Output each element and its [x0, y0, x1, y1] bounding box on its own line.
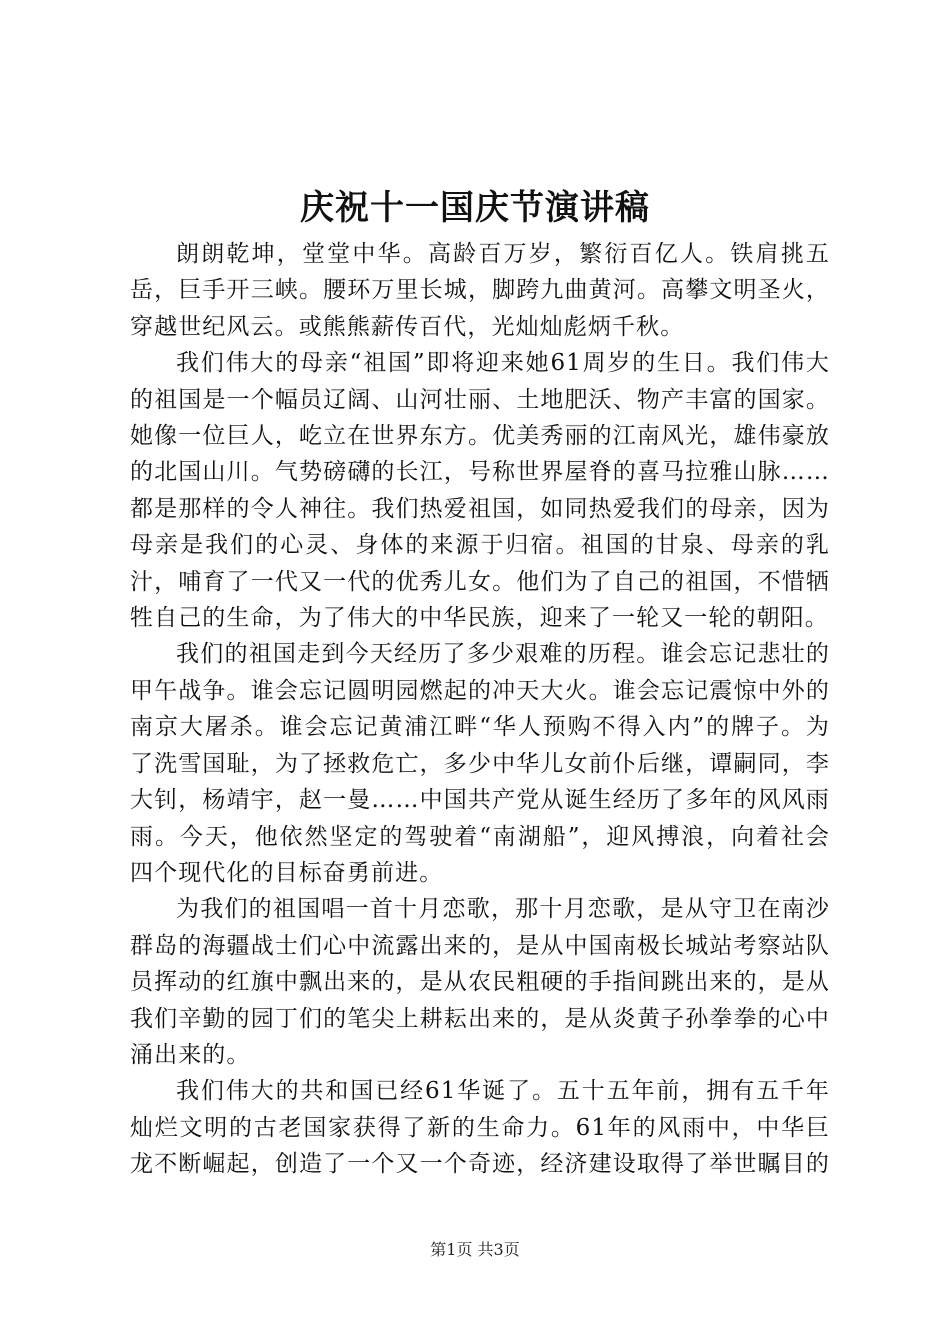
paragraph: 为我们的祖国唱一首十月恋歌，那十月恋歌，是从守卫在南沙群岛的海疆战士们心中流露出来的，是从中国南极长城站考察站队员挥动的红旗中飘出来的，是从农民粗硬的手指间跳出来的，是从我们辛勤的园丁们的笔尖上耕耘出来的，是从炎黄子孙拳拳的心中涌出来的。 — [130, 896, 830, 1068]
paragraph: 我们伟大的共和国已经61华诞了。五十五年前，拥有五千年灿烂文明的古老国家获得了新的生命力。61年的风雨中，中华巨龙不断崛起，创造了一个又一个奇迹，经济建设取得了举世瞩目的 — [130, 1078, 830, 1178]
document-title: 庆祝十一国庆节演讲稿 — [300, 188, 650, 228]
paragraph: 朗朗乾坤，堂堂中华。高龄百万岁，繁衍百亿人。铁肩挑五岳，巨手开三峡。腰环万里长城，脚跨九曲黄河。高攀文明圣火，穿越世纪风云。或熊熊薪传百代，光灿灿彪炳千秋。 — [130, 241, 830, 340]
page-footer: 第1页 共3页 — [430, 1240, 520, 1259]
paragraph: 我们的祖国走到今天经历了多少艰难的历程。谁会忘记悲壮的甲午战争。谁会忘记圆明园燃起的冲天大火。谁会忘记震惊中外的南京大屠杀。谁会忘记黄浦江畔“华人预购不得入内”的牌子。为了洗雪国耻，为了拯救危亡，多少中华儿女前仆后继，谭嗣同，李大钊，杨靖宇，赵一曼……中国共产党从诞生经历了多年的风风雨雨。今天，他依然坚定的驾驶着“南湖船”，迎风搏浪，向着社会四个现代化的目标奋勇前进。 — [130, 641, 830, 886]
document-body — [130, 236, 830, 1186]
paragraph: 我们伟大的母亲“祖国”即将迎来她61周岁的生日。我们伟大的祖国是一个幅员辽阔、山河壮丽、土地肥沃、物产丰富的国家。她像一位巨人，屹立在世界东方。优美秀丽的江南风光，雄伟豪放的北国山川。气势磅礴的长江，号称世界屋脊的喜马拉雅山脉……都是那样的令人神往。我们热爱祖国，如同热爱我们的母亲，因为母亲是我们的心灵、身体的来源于归宿。祖国的甘泉、母亲的乳汁，哺育了一代又一代的优秀儿女。他们为了自己的祖国，不惜牺牲自己的生命，为了伟大的中华民族，迎来了一轮又一轮的朝阳。 — [130, 350, 830, 632]
